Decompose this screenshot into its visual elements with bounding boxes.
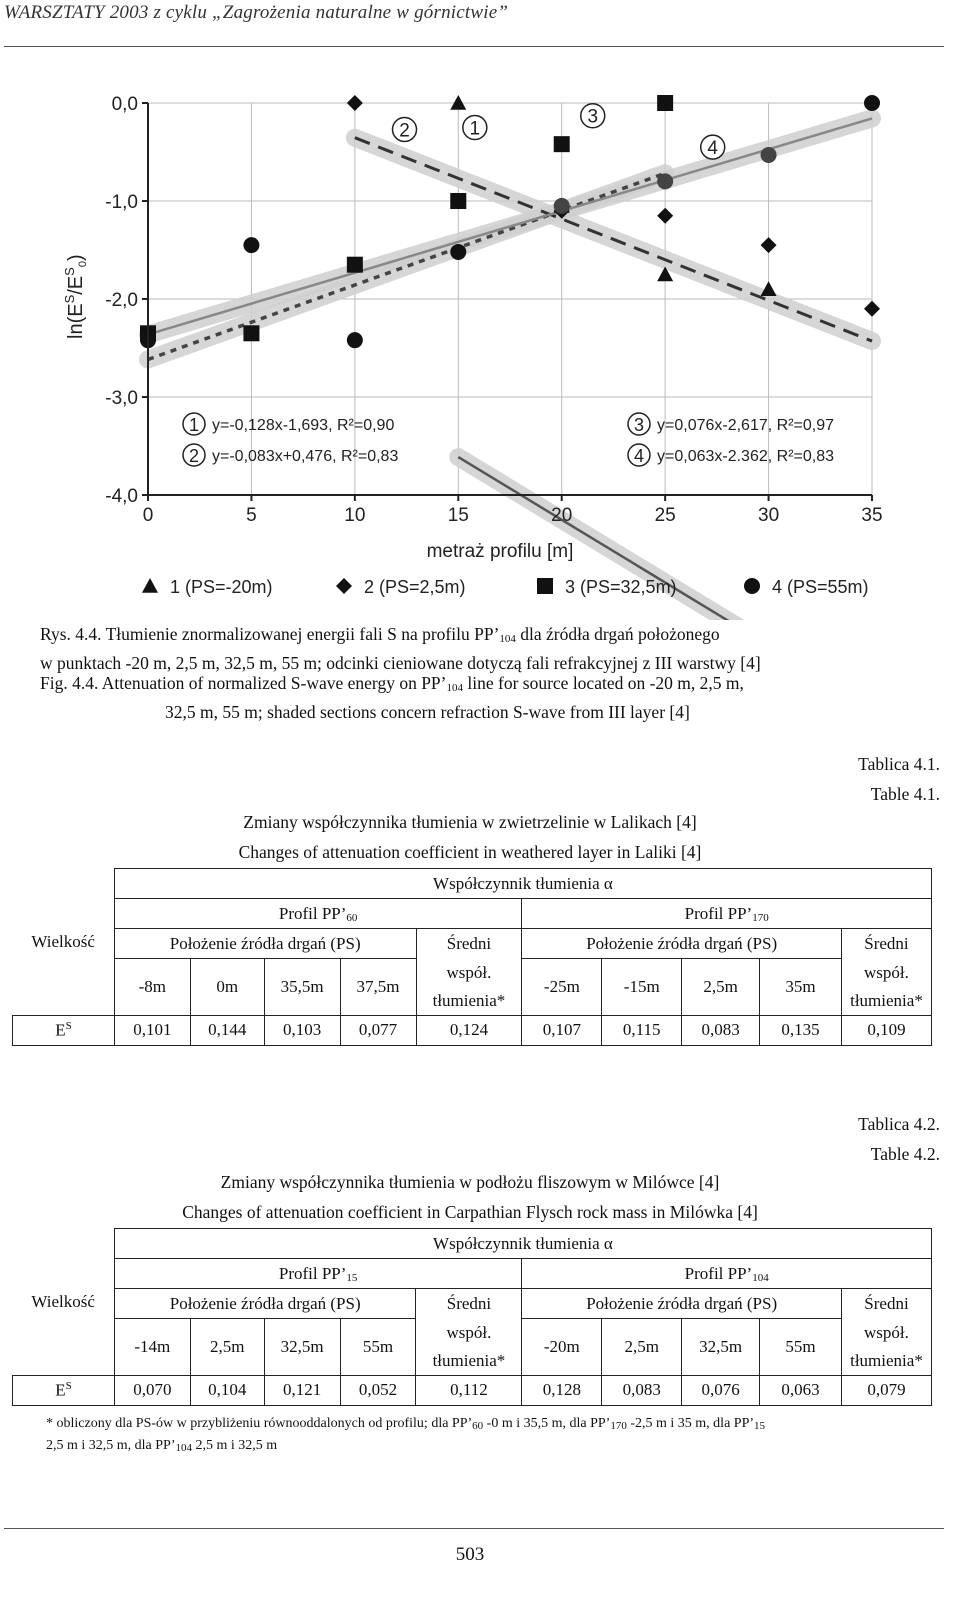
equation-3: y=0,076x-2,617, R²=0,97 xyxy=(657,417,835,434)
table1-label-pl: Tablica 4.1. xyxy=(858,754,940,774)
caption-en-line2: 32,5 m, 55 m; shaded sections concern refraction S-wave from III layer [4] xyxy=(165,702,690,722)
legend-square-icon xyxy=(537,578,553,594)
curve-label-4: 4 xyxy=(707,138,719,160)
table1-pos-b-3: 35m xyxy=(760,959,842,1016)
equation-4-number: 4 xyxy=(633,446,645,466)
x-tick-label: 5 xyxy=(246,505,257,526)
figure-caption-pl xyxy=(40,622,940,675)
series-4-point xyxy=(243,237,259,253)
table2-title-en: Changes of attenuation coefficient in Carpathian Flysch rock mass in Milówka [4] xyxy=(182,1202,758,1222)
table2-mean-a-header: Średni xyxy=(416,1289,522,1319)
table1-title-pl: Zmiany współczynnika tłumienia w zwietrzelinie w Lalikach [4] xyxy=(243,812,697,832)
series-2-point xyxy=(347,95,363,111)
x-tick-label: 25 xyxy=(654,505,676,526)
equation-4: y=0,063x-2.362, R²=0,83 xyxy=(657,448,835,465)
series-2-point xyxy=(761,237,777,253)
series-4-point xyxy=(864,95,880,111)
curve-label-1: 1 xyxy=(469,118,481,140)
caption-en-sub: 104 xyxy=(446,682,463,694)
y-tick-label: -1,0 xyxy=(105,192,138,213)
table2-val-a-0: 0,070 xyxy=(114,1375,190,1405)
header-rule xyxy=(4,46,944,47)
legend-entry-1: 1 (PS=-20m) xyxy=(170,577,273,597)
caption-pl-sub: 104 xyxy=(499,633,516,645)
equation-3-number: 3 xyxy=(633,415,645,435)
table2-mean-a-sub: współ. tłumienia* xyxy=(416,1319,522,1376)
table1-val-a-1: 0,144 xyxy=(190,1015,264,1045)
series-4-point xyxy=(554,198,570,214)
x-tick-label: 20 xyxy=(551,505,573,526)
table2-val-a-3: 0,052 xyxy=(340,1375,416,1405)
caption-en-line1-end: line for source located on -20 m, 2,5 m, xyxy=(463,673,744,693)
table2-pos-a-1: 2,5m xyxy=(190,1319,264,1376)
table1-val-b-1: 0,115 xyxy=(602,1015,682,1045)
table2-title-pl: Zmiany współczynnika tłumienia w podłożu fliszowym w Milówce [4] xyxy=(220,1172,720,1192)
x-tick-label: 0 xyxy=(142,505,154,526)
series-3-point xyxy=(450,193,466,209)
series-3-point xyxy=(243,325,259,341)
table2-mean-b-sub: współ. tłumienia* xyxy=(841,1319,931,1376)
table1-title-en: Changes of attenuation coefficient in weathered layer in Laliki [4] xyxy=(238,842,702,862)
table1-val-b-0: 0,107 xyxy=(522,1015,602,1045)
y-tick-label: -2,0 xyxy=(105,290,138,311)
table2-pos-b-2: 32,5m xyxy=(682,1319,760,1376)
table1-profile-b: Profil $PP’_{170}$ xyxy=(522,899,932,929)
series-1-point xyxy=(450,95,466,110)
table1-mean-a-sub: współ. tłumienia* xyxy=(416,959,522,1016)
chart-legend xyxy=(142,577,869,597)
y-axis-label: $\ln(E^S/E^S_0)$ xyxy=(62,254,89,339)
legend-entry-3: 3 (PS=32,5m) xyxy=(565,577,677,597)
table1-source-pos-a: Położenie źródła drgań (PS) xyxy=(114,929,416,959)
table1-val-a-3: 0,077 xyxy=(340,1015,416,1045)
caption-pl-line1: Rys. 4.4. Tłumienie znormalizowanej energii fali S na profilu PP’ xyxy=(40,624,500,644)
table1-quantity-header: Wielkość xyxy=(31,931,95,951)
table1-val-b-3: 0,135 xyxy=(760,1015,842,1045)
table2-pos-a-3: 55m xyxy=(340,1319,416,1376)
equation-2: y=-0,083x+0,476, R²=0,83 xyxy=(212,448,399,465)
table2-pos-b-1: 2,5m xyxy=(602,1319,682,1376)
table2-source-pos-b: Położenie źródła drgań (PS) xyxy=(522,1289,842,1319)
caption-pl-line1-end: dla źródła drgań położonego xyxy=(515,624,720,644)
table1-pos-a-3: 37,5m xyxy=(340,959,416,1016)
x-tick-label: 10 xyxy=(344,505,366,526)
series-2-point xyxy=(657,208,673,224)
table2-label-en: Table 4.2. xyxy=(870,1144,940,1164)
table1-mean-b-sub: współ. tłumienia* xyxy=(841,959,931,1016)
attenuation-chart xyxy=(0,60,960,620)
table2-label-pl: Tablica 4.2. xyxy=(858,1114,940,1134)
table1-pos-b-2: 2,5m xyxy=(682,959,760,1016)
table1-mean-b: 0,109 xyxy=(841,1015,931,1045)
table2-profile-a: Profil $PP’_{15}$ xyxy=(114,1259,522,1289)
equation-1: y=-0,128x-1,693, R²=0,90 xyxy=(212,417,395,434)
table1-source-pos-b: Położenie źródła drgań (PS) xyxy=(522,929,842,959)
table1-val-a-2: 0,103 xyxy=(264,1015,340,1045)
series-3-point xyxy=(347,257,363,273)
series-3-point xyxy=(657,95,673,111)
table1-mean-a-header: Średni xyxy=(416,929,522,959)
table1-label-en: Table 4.1. xyxy=(870,784,940,804)
table2-quantity-header: Wielkość xyxy=(31,1291,95,1311)
page-number: 503 xyxy=(455,1544,485,1565)
table1-mean-b-header: Średni xyxy=(841,929,931,959)
series-4-point xyxy=(450,244,466,260)
table2-coef-header: Współczynnik tłumienia α xyxy=(114,1229,931,1259)
table2-mean-b: 0,079 xyxy=(841,1375,931,1405)
table1-val-b-2: 0,083 xyxy=(682,1015,760,1045)
table2-source-pos-a: Położenie źródła drgań (PS) xyxy=(114,1289,416,1319)
equation-2-number: 2 xyxy=(188,446,200,466)
table1-pos-a-2: 35,5m xyxy=(264,959,340,1016)
table2-profile-b: Profil $PP’_{104}$ xyxy=(522,1259,932,1289)
table1-pos-b-0: -25m xyxy=(522,959,602,1016)
curve-label-3: 3 xyxy=(587,106,599,128)
table2 xyxy=(12,1228,932,1406)
caption-en-line1: Fig. 4.4. Attenuation of normalized S-wave energy on PP’ xyxy=(40,673,447,693)
table1-val-a-0: 0,101 xyxy=(114,1015,190,1045)
series-2-point xyxy=(864,301,880,317)
table1-pos-a-1: 0m xyxy=(190,959,264,1016)
table2-row-label: $E^S$ xyxy=(13,1375,115,1405)
y-tick-label: -3,0 xyxy=(105,388,138,409)
table2-pos-b-3: 55m xyxy=(760,1319,842,1376)
series-4-point xyxy=(657,173,673,189)
y-tick-label: 0,0 xyxy=(111,94,138,115)
caption-pl-line2: w punktach -20 m, 2,5 m, 32,5 m, 55 m; odcinki cieniowane dotyczą fali refrakcyjnej z III warstwy [4] xyxy=(40,653,761,673)
x-tick-label: 30 xyxy=(758,505,780,526)
table2-val-b-0: 0,128 xyxy=(522,1375,602,1405)
table2-val-b-1: 0,083 xyxy=(602,1375,682,1405)
table2-mean-a: 0,112 xyxy=(416,1375,522,1405)
y-tick-label: -4,0 xyxy=(105,486,138,507)
legend-entry-2: 2 (PS=2,5m) xyxy=(364,577,466,597)
equation-1-number: 1 xyxy=(188,415,200,435)
series-4-point xyxy=(347,332,363,348)
fit-equations xyxy=(183,413,834,466)
table2-pos-a-0: -14m xyxy=(114,1319,190,1376)
series-3-point xyxy=(554,136,570,152)
table1-coef-header: Współczynnik tłumienia α xyxy=(114,869,931,899)
table2-pos-b-0: -20m xyxy=(522,1319,602,1376)
table1-profile-a: Profil $PP’_{60}$ xyxy=(114,899,522,929)
footnote: * obliczony dla PS-ów w przybliżeniu równooddalonych od profilu; dla $PP’_{60}$ -0 m i 35,5 m, dla $PP’_{170}$ -2,5 m i 35 m, dla $PP’_{15}$ 2,5 m i 32,5 m, dla $PP’_{104}$ 2,5 m i 32,5 m xyxy=(46,1416,766,1454)
series-4-point xyxy=(761,147,777,163)
x-tick-label: 35 xyxy=(861,505,883,526)
table1-pos-b-1: -15m xyxy=(602,959,682,1016)
table1 xyxy=(12,868,932,1046)
table1-mean-a: 0,124 xyxy=(416,1015,522,1045)
table2-val-a-1: 0,104 xyxy=(190,1375,264,1405)
legend-diamond-icon xyxy=(336,578,352,594)
table2-val-b-3: 0,063 xyxy=(760,1375,842,1405)
x-axis-label: metraż profilu [m] xyxy=(426,541,574,562)
table2-mean-b-header: Średni xyxy=(841,1289,931,1319)
legend-triangle-icon xyxy=(142,578,158,593)
table2-val-a-2: 0,121 xyxy=(264,1375,340,1405)
legend-circle-icon xyxy=(744,578,760,594)
legend-entry-4: 4 (PS=55m) xyxy=(772,577,869,597)
curve-label-2: 2 xyxy=(399,120,410,142)
table2-pos-a-2: 32,5m xyxy=(264,1319,340,1376)
fit-line-2 xyxy=(355,138,872,341)
figure-caption-en xyxy=(40,671,940,724)
x-tick-label: 15 xyxy=(447,505,469,526)
footer-rule xyxy=(4,1528,944,1529)
table2-val-b-2: 0,076 xyxy=(682,1375,760,1405)
table1-pos-a-0: -8m xyxy=(114,959,190,1016)
running-header: WARSZTATY 2003 z cyklu „Zagrożenia naturalne w górnictwie” xyxy=(4,2,509,23)
table1-row-label: $E^S$ xyxy=(13,1015,115,1045)
